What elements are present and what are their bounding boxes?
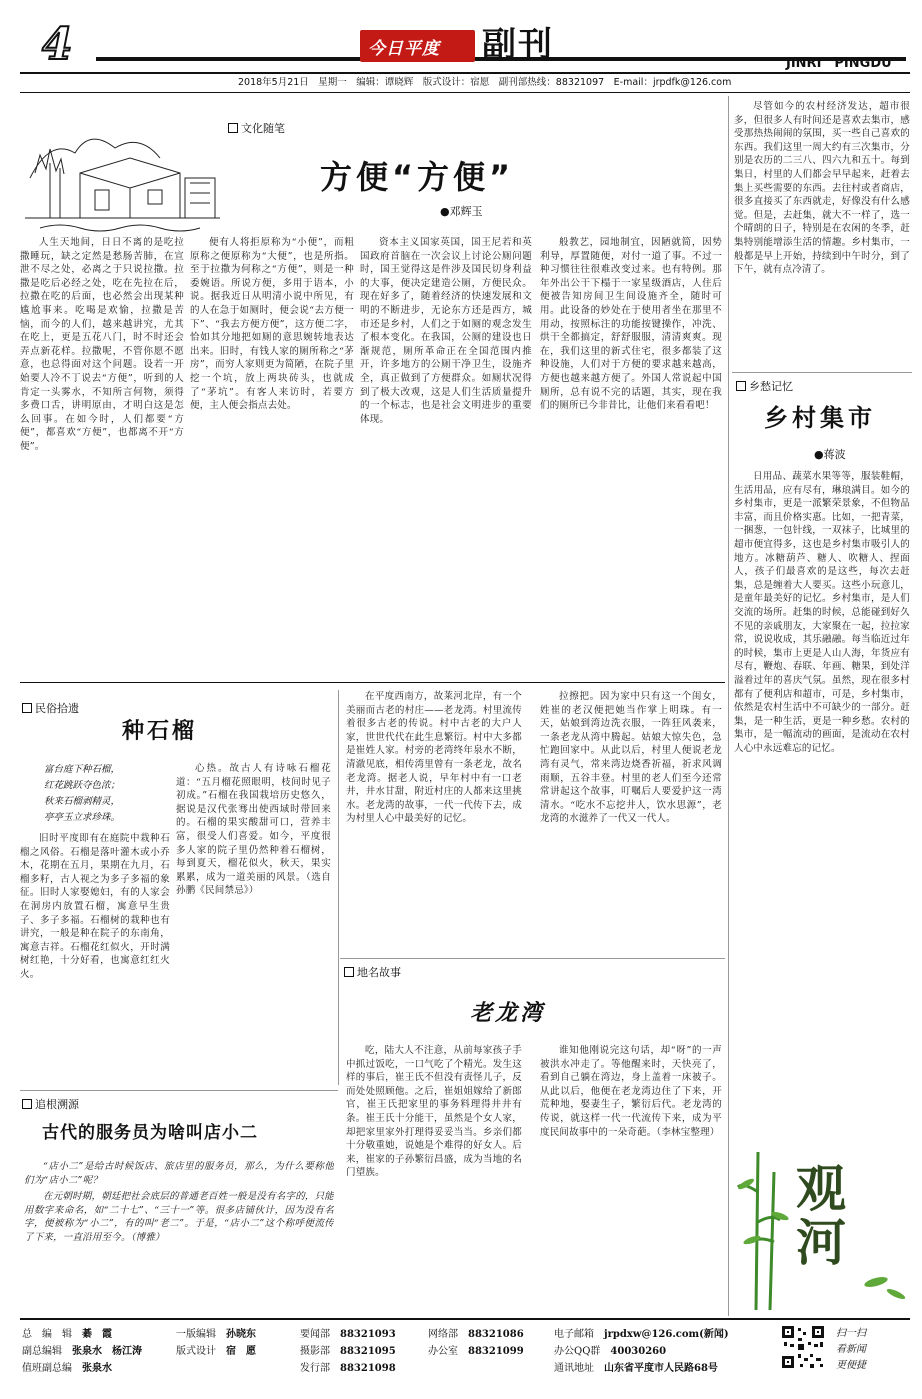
pomegranate-column-2 [176,762,331,1084]
xiaoer-title: 古代的服务员为啥叫店小二 [42,1123,258,1143]
footer-phone-row [300,1360,425,1377]
section-title: 副刊 [482,25,554,65]
dateline: 2018年5月21日 星期一 编辑：谭晓辉 版式设计：宿愿 副刊部热线：88321097 E-mail：jrpdfk@126.com [238,77,732,88]
footer-editor-row [176,1326,296,1343]
village-sketch-illustration [20,118,225,238]
footer-label: 总 编 辑 [22,1329,72,1340]
qr-caption-line: 看新闻 [836,1344,866,1355]
brand-text: 观河 [788,1162,847,1270]
essay-column-1 [20,236,184,676]
pomegranate-column-1 [20,832,170,1084]
pomegranate-poem [44,762,164,826]
essay-col3-text: 资本主义国家英国，国王尼若和英国政府首脑在一次会议上讨论公厕问题时，国王觉得这是件涉及国民切身利益的大事，便决定建造公厕，方便民众。现在好多了，随着经济的快速发展和文明的不断进步，无论东方还是西方，城市还是乡村，人们之于如厕的观念发生了根本变化。在我国，公厕的建设也日渐规范，厕所革命正在全国范围内推开，许多地方的公厕干净卫生，设施齐全，真正做到了方便群众。如厕状况得到了极大改观，这是人们生活质量提升的一个标志，也是社会文明进步的重要体现。 [360,237,532,425]
qr-caption-line: 扫一扫 [836,1328,866,1339]
footer-label: 一版编辑 [176,1329,216,1340]
footer-phone-row [300,1326,425,1343]
xiaoer-lead: “店小二”是给古时候饭店、旅店里的服务员，那么，为什么要称他们为“店小二”呢？ [24,1161,334,1186]
essay-title: 方便“方便” [320,158,515,196]
footer-editor-row [176,1343,296,1360]
footer-label: 办公室 [428,1346,458,1357]
footer-editors [176,1326,296,1360]
footer-value: 88321086 [468,1329,524,1340]
laolongwan-continued-right [540,690,722,952]
footer-value: 88321099 [468,1346,524,1357]
qr-caption-line: 更便捷 [836,1360,866,1371]
footer-label: 办公QQ群 [554,1346,601,1357]
village-intro [734,100,910,370]
footer-label: 网络部 [428,1329,458,1340]
footer-value: 88321093 [340,1329,396,1340]
footer-contact-row [554,1360,784,1377]
essay-col1-text: 人生天地间，日日不离的是吃拉撒睡玩，缺之定然是愁肠苦肺，在宣泄不尽之处，必离之于只说拉撒。拉撒是吃后必经之处，吃在先拉在后，拉撒在吃的后面，也必然会出现某种尴尬事来。吃喝是欢愉，拉撒是苦恼，而今的人们，越来越讲究，尤其在吃上，更是五花八门，时不时还会弄点新花样。拉撒呢，不管你愿不愿意，也总得面对这个问题。设若一开始要人冷不丁说去“方便”，听到的人肯定一头雾水，不知所言何物，须得多费口舌，讲明原由，才明白这是怎么回事。在如今时，人们都要“方便”，都喜欢“方便”，也都离不开“方便”。 [20,237,184,452]
pomegranate-col2-text: 心热。故古人有诗咏石榴花道：“五月榴花照眼明，枝间时见子初成。”石榴在我国栽培历史悠久，据说是汉代张骞出使西域时带回来的。石榴的果实酸甜可口，营养丰富，很受人们喜爱。如今，平度很多人家的院子里仍然种着石榴树，每到夏天，榴花似火，秋天，果实累累，成为一道美丽的风景。（选自孙鹏《民间禁忌》） [176,763,331,897]
footer-label: 电子邮箱 [554,1329,594,1340]
essay-column-4 [540,236,722,676]
footer-label: 通讯地址 [554,1363,594,1374]
masthead [0,0,922,95]
laolongwan-col1-text: 吃，陆大人不注意，从前每家孩子手中抓过饭吃，一口气吃了个精光。发生这样的事后，崔王氏不但没有责怪儿子，反而处处照顾他。之后，崔姐姐嫁给了新郎官，崔王氏把家里的事务料理得井井有条。崔王氏十分能干，虽然是个女人家，却把家里家外打理得妥妥当当。乡亲们都十分敬重她，说她是个难得的好女人。后来，崔家的子孙繁衍昌盛，成为当地的名门望族。 [346,1045,522,1179]
village-top-rule [732,372,912,373]
footer-label: 要闻部 [300,1329,330,1340]
footer-value: 张泉水 杨江涛 [72,1346,142,1357]
footer-contact [554,1326,784,1377]
essay-col2-text: 便有人将拒原称为“小便”，而粗原称之便原称为“大便”，也是所指。至于拉撒为何称之“方便”，则是一种委婉语。所说方便，多用于语本，小说。据我近日从明清小说中所见，有的人在急于如厕时，便会说“去方便一下”、“我去方便方便”，这方便二字，恰如其分地把如厕的意思婉转地表达出来。旧时，有钱人家的厕所称之“茅房”，而穷人家则更为简陋，在院子里挖一个坑，放上两块砖头，也就成了“茅坑”。有客人来访时，若要方便，主人便会指点去处。 [190,237,354,412]
footer-value: 宿 愿 [226,1346,256,1357]
pomegranate-col1-text: 旧时平度即有在庭院中栽种石榴之风俗。石榴是落叶灌木或小乔木，花期在五月，果期在九月，石榴多籽，古人视之为多子多福的象征。旧时人家娶媳妇，有的人家会在洞房内放置石榴，寓意早生贵子、多子多福。石榴树的栽种也有讲究，一般是种在院子的东南角，寓意吉祥。石榴花红似火，开时满树红艳，十分好看，也寓意红红火火。 [20,833,170,980]
laolongwan-column-2 [540,1044,722,1314]
essay-column-3 [360,236,532,676]
footer-label: 版式设计 [176,1346,216,1357]
qr-caption [836,1326,866,1374]
footer-value: 88321095 [340,1346,396,1357]
pomegranate-divider [338,690,339,1085]
village-intro-text: 尽管如今的农村经济发达，超市很多，但很多人有时间还是喜欢去集市，感受那热热闹闹的氛围，买一些自己喜欢的东西。我们这里一周大约有三次集市，分别是农历的二三八、四六九和五十。每到集日，村里的人们都会早早起来，赶着去集上买些需要的东西。去往村或者商店，很多直接买了东西就走，好像没有什么感觉。但是，去赶集，就大不一样了，选一个晴朗的日子，特别是在农闲的冬季，赶集特别能增添生活的情趣。乡村集市，一般都是早上开始，持续到中午时分，到了下午，就有点冷清了。 [734,101,910,276]
qr-code-icon[interactable] [780,1324,826,1370]
footer-contact-row [554,1343,784,1360]
footer-value: 张泉水 [82,1363,112,1374]
pinyin-title: JINRI PINGDU [786,56,892,71]
footer-phone-row [300,1343,425,1360]
poem-line: 亭亭玉立求珍珠。 [44,812,121,823]
logo-text: 今日平度 [368,39,440,59]
footer-staff [22,1326,182,1377]
village-author: ●蒋波 [814,448,846,461]
column-divider [728,96,729,1316]
laolongwan-top-rule [340,958,725,959]
laolongwan-continued-text-2: 拉擦把。因为家中只有这一个闺女，姓崔的老汉便把她当作掌上明珠。有一天，姑娘到湾边洗衣服，一阵狂风袭来，一条老龙从湾中腾起。姑娘大惊失色，急忙跑回家中。从此以后，村里人便说老龙湾有灵气，常来湾边烧香祈福，祈求风调雨顺，五谷丰登。村里的老人们至今还常常讲起这个故事，叮嘱后人要爱护这一湾清水。“吃水不忘挖井人，饮水思源”，老龙湾的水滋养了一代又一代人。 [540,691,722,825]
essay-column-tag: 文化随笔 [228,120,285,136]
header-rule-2 [20,92,910,93]
footer-value: jrpdxw@126.com(新闻) [604,1329,729,1340]
footer-phone-row [428,1326,553,1343]
poem-line: 红花跳跃夺色浓； [44,780,121,791]
page-number: 4 [42,19,73,70]
footer-top-rule [20,1318,910,1320]
essay-bottom-rule [20,682,725,683]
xiaoer-top-rule [20,1090,338,1091]
poem-line: 富台庭下种石榴， [44,764,121,775]
village-title: 乡村集市 [764,404,876,432]
essay-column-2 [190,236,354,676]
footer-label: 值班副总编 [22,1363,72,1374]
pomegranate-column-tag: 民俗拾遗 [22,700,79,716]
footer-label: 副总编辑 [22,1346,62,1357]
header-rule [20,72,910,74]
laolongwan-column-tag: 地名故事 [344,964,401,980]
village-body [734,470,910,1130]
footer-staff-row [22,1326,182,1343]
village-column-tag: 乡愁记忆 [736,378,793,394]
footer-phones-a [300,1326,425,1377]
laolongwan-continued-left [346,690,522,952]
laolongwan-continued-text-1: 在平度西南方，故莱河北岸，有一个美丽而古老的村庄——老龙湾。村里流传着很多古老的传说。村中古老的大户人家，世世代代在此生息繁衍。村中大多都是崔姓人家。村旁的老湾终年泉水不断，清澈见底，相传湾里曾有一条老龙，故名老龙湾。据老人说，早年村中有一口老井，井水甘甜，附近村庄的人都来这里挑水。老龙湾的故事，一代一代传下去，成为村里人心中最美好的记忆。 [346,691,522,825]
footer-value: 孙晓东 [226,1329,256,1340]
footer-contact-row [554,1326,784,1343]
xiaoer-body: 在元朝时期，朝廷把社会底层的普通老百姓一般是没有名字的，只能用数字来命名，如“二十七”、“三十一”等。很多店铺伙计，因为没有名字，便被称为“小二”，有的叫“老二”。于是，“店小二”这个称呼便流传了下来，一直沿用至今。（博雅） [24,1191,334,1243]
pomegranate-title: 种石榴 [122,718,198,744]
essay-author: ●邓辉玉 [440,205,483,218]
footer-value: 88321098 [340,1363,396,1374]
footer-label: 摄影部 [300,1346,330,1357]
footer-phone-row [428,1343,553,1360]
laolongwan-col2-text: 谁知他刚说完这句话，却“呀”的一声被洪水冲走了。等他醒来时，天快亮了，看到自己躺在湾边，身上盖着一床被子。从此以后，他便在老龙湾边住了下来，开荒种地，娶妻生子，繁衍后代。老龙湾的传说，就这样一代一代流传下来，成为平度民间故事中的一朵奇葩。（李林宝整理） [540,1045,722,1138]
poem-line: 秋来石榴剥精灵， [44,796,121,807]
footer-value: 山东省平度市人民路68号 [604,1363,718,1374]
village-body-text: 日用品、蔬菜水果等等，服装鞋帽，生活用品，应有尽有，琳琅满目。如今的乡村集市，更是一派繁荣景象，不但物品丰富，而且价格实惠。比如，一把青菜，一捆葱，一包针线，一双袜子，比城里的超市便宜得多，这也是乡村集市吸引人的地方。冰糖葫芦、糖人、吹糖人、捏面人，孩子们最喜欢的是这些，每次去赶集，总是缠着大人要买。这些小玩意儿，是童年最美好的记忆。乡村集市，是人们交流的场所。赶集的时候，总能碰到好久不见的亲戚朋友，大家聚在一起，拉拉家常，说说收成，其乐融融。每当临近过年的时候，集市上更是人山人海，年货应有尽有，鞭炮、春联、年画、糖果，到处洋溢着过年的喜庆气氛。虽然，现在很多村都有了便利店和超市，可是，乡村集市，依然是农村生活中不可缺少的一部分。赶集，是一种生活，更是一种乡愁。农村的集市，是一幅流动的画面，是流动在农村人心中永远难忘的记忆。 [734,471,910,754]
laolongwan-column-1 [346,1044,522,1314]
footer-staff-row [22,1360,182,1377]
footer-staff-row [22,1343,182,1360]
laolongwan-title: 老龙湾 [470,1001,546,1026]
footer-phones-b [428,1326,553,1360]
footer-value: 綦 霞 [82,1329,112,1340]
xiaoer-column-tag: 追根溯源 [22,1096,79,1112]
essay-col4-text: 般教艺，园地制宜，因陋就简，因势利导，厚置随便，对付一道了事。不过一种习惯往往很难改变过来。也有特例。那年外出公干下榻于一家星级酒店，人住后便被告知房间卫生间设施齐全，随时可用。此设备的妙处在于使用者坐在那里不用动，按照标注的功能按键操作，冲洗、烘干全都搞定，舒舒服服，清清爽爽。现在，我们这里的新式住宅，很多都装了这种设施，人们对于方便的要求越来越高，方便也越来越方便了。外国人常说起中国厕所，总有说不完的话题，其实，现在我们的厕所已今非昔比，让他们来看看吧！ [540,237,722,412]
footer-value: 40030260 [610,1346,667,1357]
footer-label: 发行部 [300,1363,330,1374]
